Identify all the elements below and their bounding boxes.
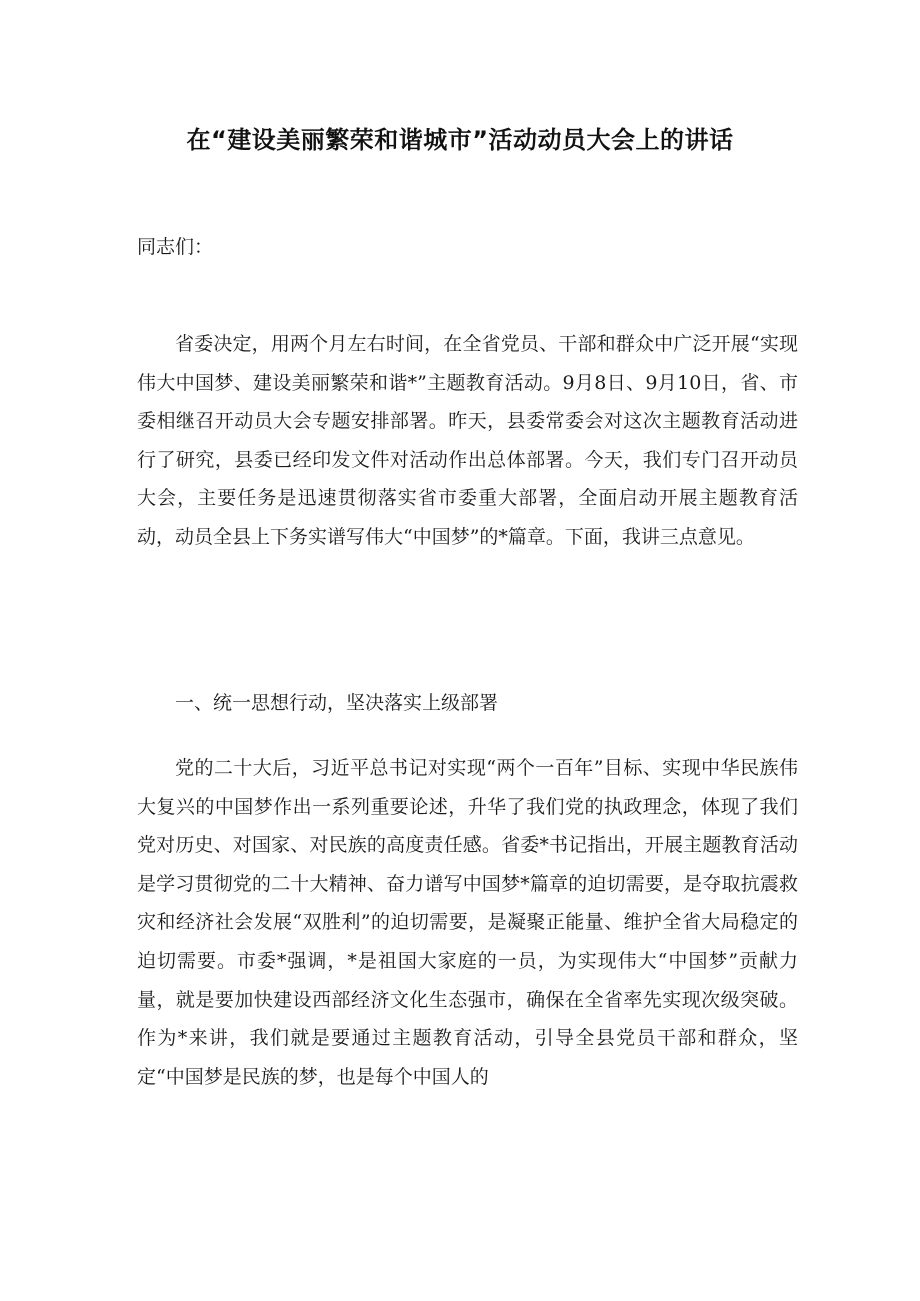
paragraph-1: 省委决定，用两个月左右时间，在全省党员、干部和群众中广泛开展“实现伟大中国梦、建设美丽繁荣和谐*”主题教育活动。9月8日、9月10日，省、市委相继召开动员大会专题安排部署。昨天，县委常委会对这次主题教育活动进行了研究，县委已经印发文件对活动作出总体部署。今天，我们专门召开动员大会，主要任务是迅速贯彻落实省市委重大部署，全面启动开展主题教育活动，动员全县上下务实谱写伟大“中国梦”的*篇章。下面，我讲三点意见。 <box>137 333 798 548</box>
salutation: 同志们： <box>137 236 214 258</box>
section-heading-1: 一、统一思想行动，坚决落实上级部署 <box>175 692 499 714</box>
paragraph-2: 党的二十大后，习近平总书记对实现“两个一百年”目标、实现中华民族伟大复兴的中国梦作出一系列重要论述，升华了我们党的执政理念，体现了我们党对历史、对国家、对民族的高度责任感。省委*书记指出，开展主题教育活动是学习贯彻党的二十大精神、奋力谱写中国梦*篇章的迫切需要，是夺取抗震救灾和经济社会发展“双胜利”的迫切需要，是凝聚正能量、维护全省大局稳定的迫切需要。市委*强调，*是祖国大家庭的一员，为实现伟大“中国梦”贡献力量，就是要加快建设西部经济文化生态强市，确保在全省率先实现次级突破。作为*来讲，我们就是要通过主题教育活动，引导全县党员干部和群众，坚定“中国梦是民族的梦，也是每个中国人的 <box>137 757 798 1088</box>
document-title: 在“建设美丽繁荣和谐城市”活动动员大会上的讲话 <box>186 126 734 154</box>
